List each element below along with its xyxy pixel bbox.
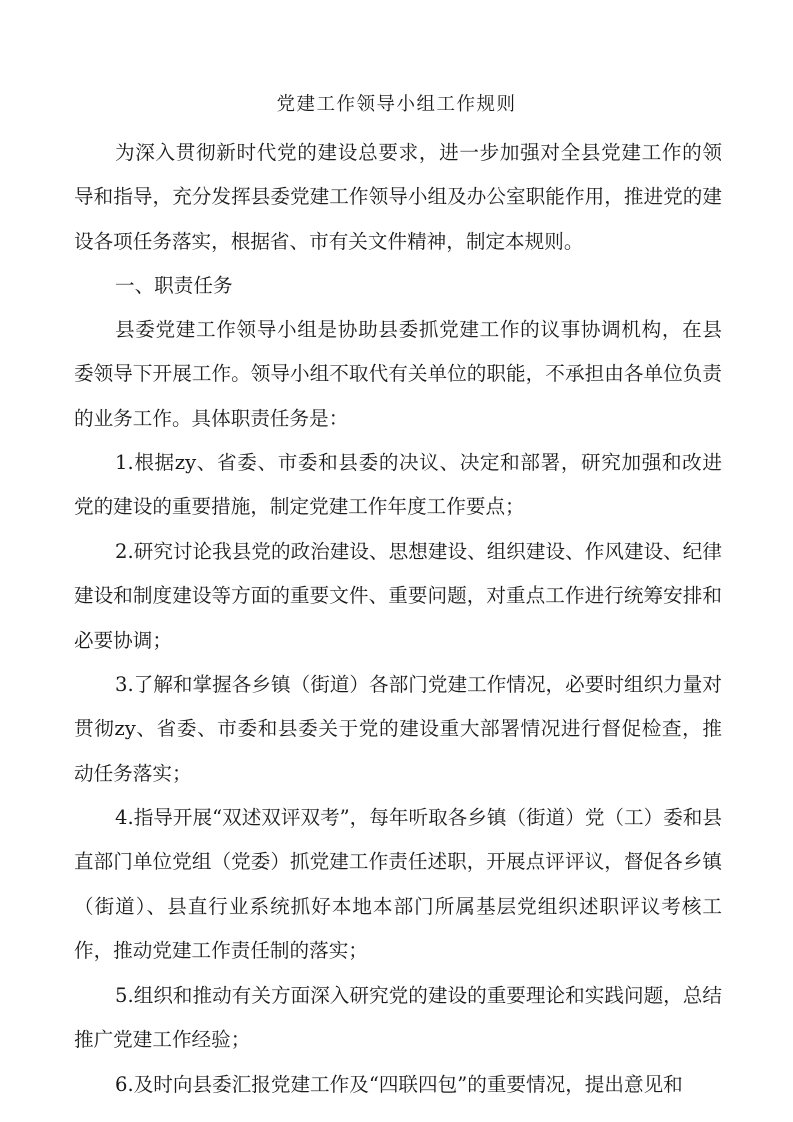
paragraph-item-5: 5.组织和推动有关方面深入研究党的建设的重要理论和实践问题，总结推广党建工作经验； — [74, 984, 722, 1052]
paragraph-intro: 为深入贯彻新时代党的建设总要求，进一步加强对全县党建工作的领导和指导，充分发挥县委党建工作领导小组及办公室职能作用，推进党的建设各项任务落实，根据省、市有关文件精神，制定本规则。 — [74, 141, 722, 253]
paragraph-item-6: 6.及时向县委汇报党建工作及“四联四包”的重要情况，提出意见和 — [115, 1073, 683, 1096]
paragraph-item-2: 2.研究讨论我县党的政治建设、思想建设、组织建设、作风建设、纪律建设和制度建设等方面的重要文件、重要问题，对重点工作进行统筹安排和必要协调； — [74, 540, 722, 652]
section-heading-duties: 一、职责任务 — [115, 274, 233, 297]
paragraph-item-4: 4.指导开展“双述双评双考”，每年听取各乡镇（街道）党（工）委和县直部门单位党组（党委）抓党建工作责任述职，开展点评评议，督促各乡镇（街道）、县直行业系统抓好本地本部门所属基层党组织述职评议考核工作，推动党建工作责任制的落实； — [74, 806, 722, 963]
paragraph-duties-overview: 县委党建工作领导小组是协助县委抓党建工作的议事协调机构，在县委领导下开展工作。领导小组不取代有关单位的职能，不承担由各单位负责的业务工作。具体职责任务是： — [74, 318, 722, 430]
paragraph-item-3: 3.了解和掌握各乡镇（街道）各部门党建工作情况，必要时组织力量对贯彻zy、省委、市委和县委关于党的建设重大部署情况进行督促检查，推动任务落实； — [74, 673, 722, 785]
paragraph-item-1: 1.根据zy、省委、市委和县委的决议、决定和部署，研究加强和改进党的建设的重要措施，制定党建工作年度工作要点； — [74, 451, 722, 519]
document-title: 党建工作领导小组工作规则 — [276, 94, 517, 115]
